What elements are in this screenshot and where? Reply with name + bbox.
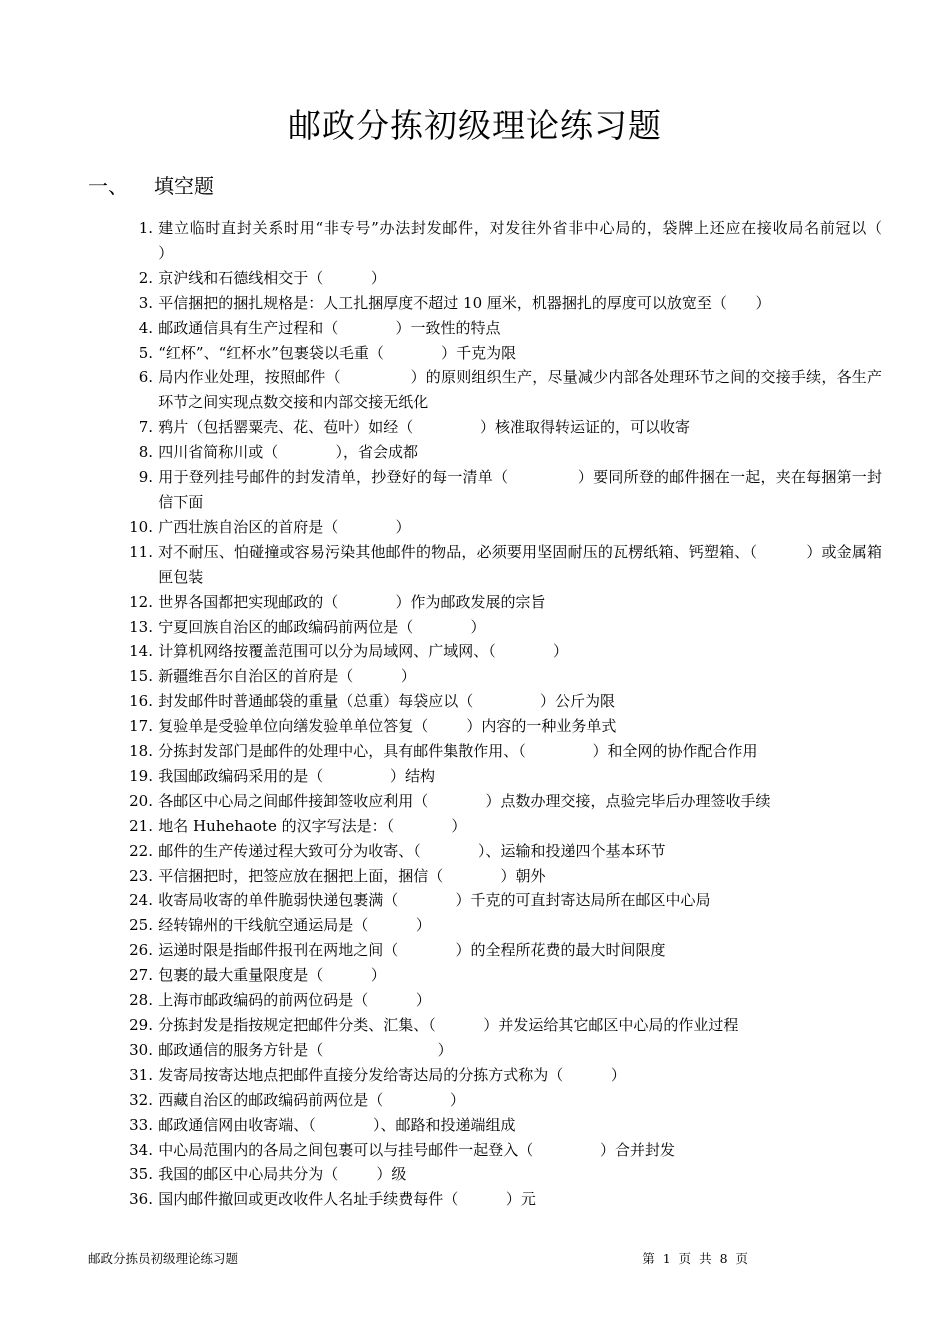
question-number: 8. <box>138 443 153 462</box>
question-item <box>112 1187 882 1212</box>
question-number: 36. <box>129 1190 153 1209</box>
question-text: 封发邮件时普通邮袋的重量（总重）每袋应以（ ）公斤为限 <box>158 692 616 711</box>
question-text: 邮政通信的服务方针是（ ） <box>158 1040 453 1059</box>
question-text: “红杯”、“红杯水”包裹袋以毛重（ ）千克为限 <box>158 343 517 362</box>
question-text: 包裹的最大重量限度是（ ） <box>158 966 386 985</box>
question-item <box>112 739 882 764</box>
question-item <box>112 266 882 291</box>
question-item <box>112 316 882 341</box>
question-item <box>112 639 882 664</box>
question-item <box>112 714 882 739</box>
question-item <box>112 664 882 689</box>
question-item <box>112 938 882 963</box>
footer-page-number: 第 1 页 共 8 页 <box>642 1251 750 1266</box>
question-text: 计算机网络按覆盖范围可以分为局域网、广域网、（ ） <box>158 642 568 661</box>
question-text: 西藏自治区的邮政编码前两位是（ ） <box>158 1090 466 1109</box>
question-text: 运递时限是指邮件报刊在两地之间（ ）的全程所花费的最大时间限度 <box>158 941 666 960</box>
question-text: 宁夏回族自治区的邮政编码前两位是（ ） <box>158 617 486 636</box>
footer-document-title: 邮政分拣员初级理论练习题 <box>88 1251 239 1266</box>
question-text: 国内邮件撤回或更改收件人名址手续费每件（ ）元 <box>158 1190 536 1209</box>
question-number: 30. <box>129 1040 153 1059</box>
question-number: 9. <box>138 468 153 487</box>
question-text: 世界各国都把实现邮政的（ ）作为邮政发展的宗旨 <box>158 592 546 611</box>
question-number: 29. <box>129 1016 153 1034</box>
question-number: 21. <box>129 816 153 835</box>
question-text: 用于登列挂号邮件的封发清单，抄登好的每一清单（ ）要同所登的邮件捆在一起，夹在每捆第一封信下面 <box>158 468 882 511</box>
question-number: 4. <box>138 318 153 337</box>
question-text: 四川省简称川或（ ），省会成都 <box>158 443 418 462</box>
question-number: 28. <box>129 991 153 1010</box>
question-number: 17. <box>129 717 153 736</box>
question-text: 经转锦州的干线航空通运局是（ ） <box>158 916 431 935</box>
question-text: 鸦片（包括罂粟壳、花、苞叶）如经（ ）核准取得转运证的，可以收寄 <box>158 418 691 437</box>
question-text: 分拣封发部门是邮件的处理中心，具有邮件集散作用、（ ）和全网的协作配合作用 <box>158 742 758 761</box>
question-number: 18. <box>129 742 153 761</box>
question-item <box>112 465 882 515</box>
question-item <box>112 216 940 266</box>
question-item <box>112 515 882 540</box>
question-text: 复验单是受验单位向缮发验单单位答复（ ）内容的一种业务单式 <box>158 717 617 736</box>
section-number: 一、 <box>88 174 128 198</box>
question-number: 25. <box>129 916 153 935</box>
question-item <box>112 440 882 465</box>
question-text: 收寄局收寄的单件脆弱快递包裹满（ ）千克的可直封寄达局所在邮区中心局 <box>158 891 711 910</box>
question-item <box>112 814 882 839</box>
question-item <box>112 764 882 789</box>
question-number: 27. <box>129 966 153 985</box>
question-item <box>112 1063 882 1088</box>
question-number: 15. <box>129 667 153 686</box>
question-number: 7. <box>138 418 153 437</box>
question-number: 26. <box>129 941 153 960</box>
question-number: 16. <box>129 692 153 711</box>
question-item <box>112 1113 882 1138</box>
question-number: 33. <box>129 1115 153 1134</box>
question-text: 平信捆把时，把签应放在捆把上面，捆信（ ）朝外 <box>158 866 546 885</box>
question-text: 各邮区中心局之间邮件接卸签收应利用（ ）点数办理交接，点验完毕后办理签收手续 <box>158 791 771 810</box>
question-text: 上海市邮政编码的前两位码是（ ） <box>158 991 431 1010</box>
question-item <box>112 615 882 640</box>
question-number: 13. <box>129 617 153 636</box>
question-text: 邮政通信具有生产过程和（ ）一致性的特点 <box>158 318 501 337</box>
question-item <box>112 1038 882 1063</box>
question-number: 20. <box>129 791 153 810</box>
question-item <box>112 913 882 938</box>
question-item <box>112 365 882 415</box>
question-text: 发寄局按寄达地点把邮件直接分发给寄达局的分拣方式称为（ ） <box>158 1065 626 1084</box>
question-item <box>112 839 882 864</box>
question-text: 我国邮政编码采用的是（ ）结构 <box>158 766 436 785</box>
section-title: 填空题 <box>154 174 214 198</box>
question-text: 邮件的生产传递过程大致可分为收寄、（ ）、运输和投递四个基本环节 <box>158 841 666 860</box>
question-text: 平信捆把的捆扎规格是：人工扎捆厚度不超过 10 厘米，机器捆扎的厚度可以放宽至（ ） <box>158 293 771 312</box>
question-item <box>112 291 882 316</box>
question-text: 中心局范围内的各局之间包裹可以与挂号邮件一起登入（ ）合并封发 <box>158 1140 676 1159</box>
question-number: 22. <box>129 841 153 860</box>
question-item <box>112 1162 882 1187</box>
question-number: 3. <box>138 293 153 312</box>
question-list <box>112 216 940 1212</box>
question-number: 34. <box>129 1140 153 1159</box>
question-item <box>112 988 882 1013</box>
question-text: 对不耐压、怕碰撞或容易污染其他邮件的物品，必须要用坚固耐压的瓦楞纸箱、钙塑箱、（ ）或金属箱匣包装 <box>158 542 882 586</box>
question-text: 邮政通信网由收寄端、（ ）、邮路和投递端组成 <box>158 1115 516 1134</box>
question-number: 1. <box>138 219 153 237</box>
question-item <box>112 689 882 714</box>
question-item <box>112 1013 882 1038</box>
page-title: 邮政分拣初级理论练习题 <box>288 106 662 145</box>
question-number: 32. <box>129 1090 153 1109</box>
question-item <box>112 1138 882 1163</box>
question-text: 建立临时直封关系时用“非专号”办法封发邮件，对发往外省非中心局的，袋牌上还应在接收局名前冠以（ ） <box>158 219 940 262</box>
question-number: 6. <box>138 368 153 387</box>
question-text: 地名 Huhehaote 的汉字写法是：（ ） <box>158 816 467 835</box>
question-text: 我国的邮区中心局共分为（ ）级 <box>158 1165 407 1184</box>
section-heading <box>88 172 214 200</box>
page-footer <box>88 1250 750 1268</box>
question-text: 分拣封发是指按规定把邮件分类、汇集、（ ）并发运给其它邮区中心局的作业过程 <box>158 1016 739 1034</box>
question-text: 京沪线和石德线相交于（ ） <box>158 268 386 287</box>
question-number: 24. <box>129 891 153 910</box>
question-item <box>112 963 882 988</box>
question-item <box>112 864 882 889</box>
question-text: 新疆维吾尔自治区的首府是（ ） <box>158 667 416 686</box>
question-number: 5. <box>138 343 153 362</box>
question-number: 23. <box>129 866 153 885</box>
question-number: 11. <box>129 542 153 561</box>
question-item <box>112 888 882 913</box>
question-number: 10. <box>129 517 153 536</box>
question-number: 19. <box>129 766 153 785</box>
question-item <box>112 415 882 440</box>
question-item <box>112 590 882 615</box>
question-number: 31. <box>129 1065 153 1084</box>
question-item <box>112 1088 882 1113</box>
question-number: 12. <box>129 592 153 611</box>
question-item <box>112 789 882 814</box>
question-number: 35. <box>129 1165 153 1184</box>
question-text: 局内作业处理，按照邮件（ ）的原则组织生产，尽量减少内部各处理环节之间的交接手续，各生产环节之间实现点数交接和内部交接无纸化 <box>158 368 882 412</box>
question-number: 14. <box>129 642 153 661</box>
question-text: 广西壮族自治区的首府是（ ） <box>158 517 411 536</box>
question-number: 2. <box>138 268 153 287</box>
question-item <box>112 341 882 366</box>
question-item <box>112 540 882 590</box>
